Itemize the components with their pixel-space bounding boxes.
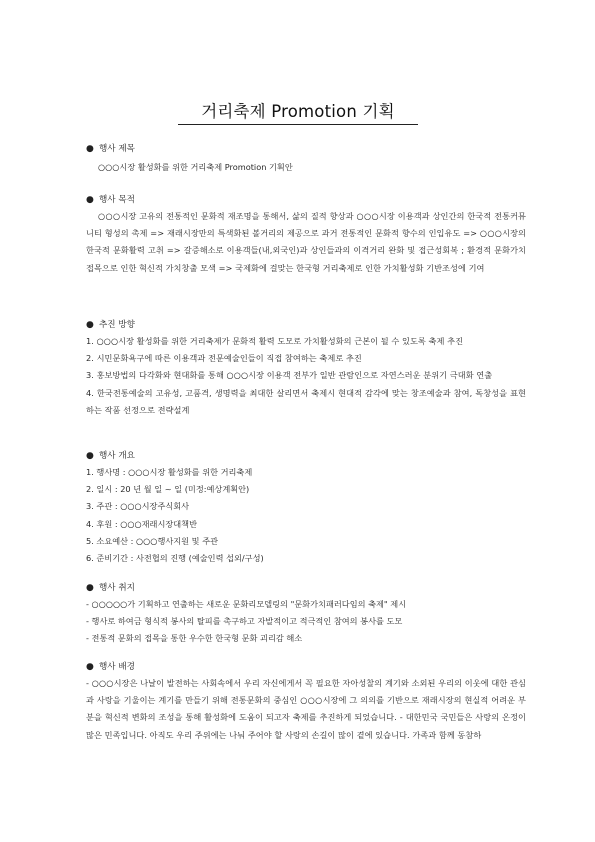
- bullet-icon: ●: [86, 320, 94, 330]
- section-heading: [86, 318, 526, 332]
- section-event-name: [86, 142, 526, 176]
- section-direction: [86, 318, 526, 419]
- purpose-paragraph: ○○○시장 고유의 전통적인 문화적 재조명을 통해서, 삶의 질적 향상과 ○○○시장 이용객과 상인간의 한국적 전통커뮤니티 형성의 촉제 => 재래시장만의 특색화된 볼거리의 제공으로 과거 전통적인 문화적 향수의 인입유도 => ○○○시장의 한국적 문화활력 고취 => 갈증해소로 이용객들(내,외국인)과 상인들과의 이격거리 완화 및 접근성회복 ; 환경적 문화가치 접목으로 인한 혁신적 가치창출 모색 => 국제화에 걸맞는 한국형 거리축제로 인한 가치활성화 기반조성에 기여: [86, 211, 526, 273]
- direction-list: [86, 333, 526, 419]
- intent-list: [86, 596, 526, 648]
- section-heading: [86, 581, 526, 595]
- section-purpose: [86, 193, 526, 277]
- section-heading: [86, 193, 526, 207]
- page-title: 거리축제 Promotion 기획: [178, 101, 418, 125]
- list-item: 2. 시민문화욕구에 따른 이용객과 전문예술인들이 직접 참여하는 축제로 추진: [86, 353, 362, 364]
- list-item: 5. 소요예산 : ○○○행사지원 및 주관: [86, 535, 219, 546]
- section-heading-label: 행사 제목: [99, 144, 135, 154]
- list-item: 2. 일시 : 20 년 월 일 ~ 일 (미정:예상계획안): [86, 484, 250, 495]
- list-item: - 전통적 문화의 접목을 통한 우수한 한국형 문화 괴리감 해소: [86, 633, 303, 644]
- section-overview: [86, 449, 526, 567]
- list-item: - ○○○○○가 기획하고 연출하는 새로운 문화리모델링의 "문화가치패러다임의 축제" 제시: [86, 599, 407, 609]
- section-background: [86, 660, 526, 744]
- list-item: 4. 한국전통예술의 고유성, 고품격, 생명력을 최대한 살리면서 축제시 현대적 감각에 맞는 창조예술과 참여, 독창성을 표현하는 작품 선정으로 전략설계: [86, 387, 526, 415]
- bullet-icon: ●: [86, 662, 94, 672]
- section-intent: [86, 581, 526, 648]
- list-item: 3. 주관 : ○○○시장주식회사: [86, 501, 190, 512]
- bullet-icon: ●: [86, 583, 94, 593]
- bullet-icon: ●: [86, 195, 94, 205]
- section-heading: [86, 449, 526, 463]
- list-item: 1. 행사명 : ○○○시장 활성화를 위한 거리축제: [86, 467, 253, 477]
- section-heading: [86, 660, 526, 674]
- event-name-text: ○○○시장 활성화를 위한 거리축제 Promotion 기획안: [98, 162, 293, 172]
- background-paragraph: - ○○○시장은 나날이 발전하는 사회속에서 우리 자신에게서 꼭 필요한 자아성찰의 계기와 소외된 우리의 이웃에 대한 관심과 사랑을 기울이는 계기를 만들기 위해 전통문화의 중심인 ○○○시장에 그 의의를 기반으로 재래시장의 현실적 어려운 부분을 혁신적 변화의 조성을 통해 활성화에 도움이 되고자 축제를 추진하게 되었습니다. - 대한민국 국민들은 사랑의 온정이 많은 민족입니다. 아직도 우리 주위에는 나눠 주어야 할 사랑의 손길이 많이 곁에 있습니다. 가족과 함께 동참하: [86, 678, 526, 740]
- overview-list: [86, 464, 526, 567]
- section-heading-label: 행사 개요: [99, 451, 135, 461]
- list-item: 6. 준비기간 : 사전협의 진행 (예술인력 섭외/구성): [86, 553, 264, 564]
- bullet-icon: ●: [86, 451, 94, 461]
- section-heading-label: 행사 배경: [99, 662, 135, 672]
- list-item: 3. 홍보방법의 다각화와 현대화를 통해 ○○○시장 이용객 전부가 일반 관람인으로 자연스러운 분위기 극대화 연출: [86, 370, 493, 381]
- list-item: 4. 후원 : ○○○재래시장대책반: [86, 518, 197, 529]
- bullet-icon: ●: [86, 144, 94, 154]
- section-heading-label: 행사 취지: [99, 583, 135, 593]
- section-heading: [86, 142, 526, 156]
- list-item: - 행사로 하여금 형식적 봉사의 탈피를 촉구하고 자발적이고 적극적인 참여의 봉사를 도모: [86, 616, 403, 627]
- section-heading-label: 행사 목적: [99, 195, 135, 205]
- section-heading-label: 추진 방향: [99, 320, 135, 330]
- list-item: 1. ○○○시장 활성화를 위한 거리축제가 문화적 활력 도모로 가치활성화의 근본이 될 수 있도록 축제 추진: [86, 336, 464, 346]
